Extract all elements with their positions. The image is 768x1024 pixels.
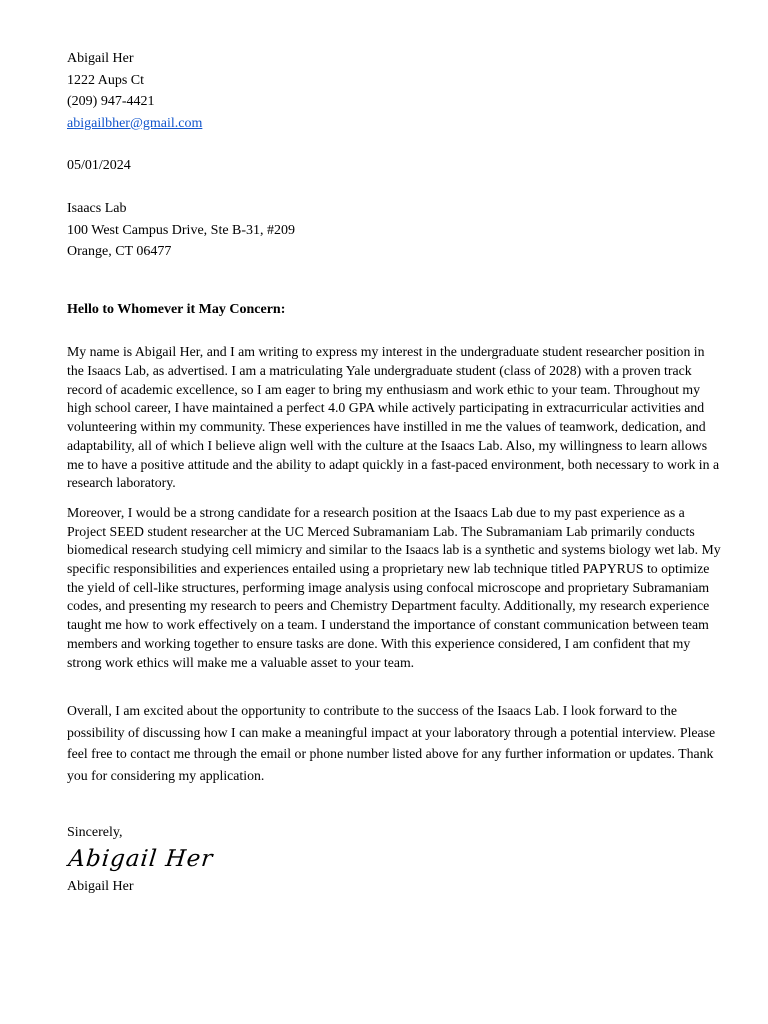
sender-phone: (209) 947-4421	[67, 94, 155, 110]
letter-date: 05/01/2024	[67, 158, 131, 174]
sender-street: 1222 Aups Ct	[67, 72, 145, 88]
sender-email-link[interactable]: abigailbher@gmail.com	[67, 115, 203, 131]
recipient-address-block	[67, 198, 724, 263]
sender-name: Abigail Her	[67, 51, 134, 66]
body-paragraph-2: Moreover, I would be a strong candidate for a research position at the Isaacs Lab due to my past experience as a Project SEED student researcher at the UC Merced Subramaniam Lab. The Subramaniam Lab primarily conducts biomedical research studying cell mimicry and similar to the Isaacs lab is a synthetic and systems biology wet lab. My specific responsibilities and experiences entailed using a proprietary new lab technique titled PAPYRUS to optimize the yield of cell-like structures, performing image analysis using confocal microscope and proprietary Subramaniam codes, and presenting my research to peers and Chemistry Department faculty. Additionally, my research experience taught me how to work effectively on a team. I understand the importance of constant communication between team members and working together to ensure tasks are done. With this experience considered, I am confident that my strong work ethics will make me a valuable asset to your team.	[67, 504, 721, 670]
salutation: Hello to Whomever it May Concern:	[67, 301, 286, 317]
recipient-name: Isaacs Lab	[67, 200, 127, 216]
recipient-city-state-zip: Orange, CT 06477	[67, 244, 172, 260]
typed-signature-name: Abigail Her	[67, 878, 134, 894]
body-paragraph-1: My name is Abigail Her, and I am writing to express my interest in the undergraduate student researcher position in the Isaacs Lab, as advertised. I am a matriculating Yale undergraduate student (class of 2028) with a proven track record of academic excellence, so I am eager to bring my enthusiasm and work ethic to your team. Throughout my high school career, I have maintained a perfect 4.0 GPA while actively participating in extracurricular activities and volunteering within my community. These experiences have instilled in me the values of teamwork, dedication, and adaptability, all of which I believe align well with the culture at the Isaacs Lab. Also, my willingness to learn allows me to have a positive attitude and the ability to adapt quickly in a fast-paced environment, both necessary to work in a research laboratory.	[67, 344, 720, 491]
valediction: Sincerely,	[67, 824, 123, 840]
recipient-street: 100 West Campus Drive, Ste B-31, #209	[67, 222, 296, 238]
handwritten-signature: Abigail Her	[67, 845, 215, 872]
sender-contact-block	[67, 48, 724, 134]
body-paragraph-3: Overall, I am excited about the opportunity to contribute to the success of the Isaacs Lab. I look forward to the possibility of discussing how I can make a meaningful impact at your laboratory through a potential interview. Please feel free to contact me through the email or phone number listed above for any further information or updates. Thank you for considering my application.	[67, 703, 716, 784]
